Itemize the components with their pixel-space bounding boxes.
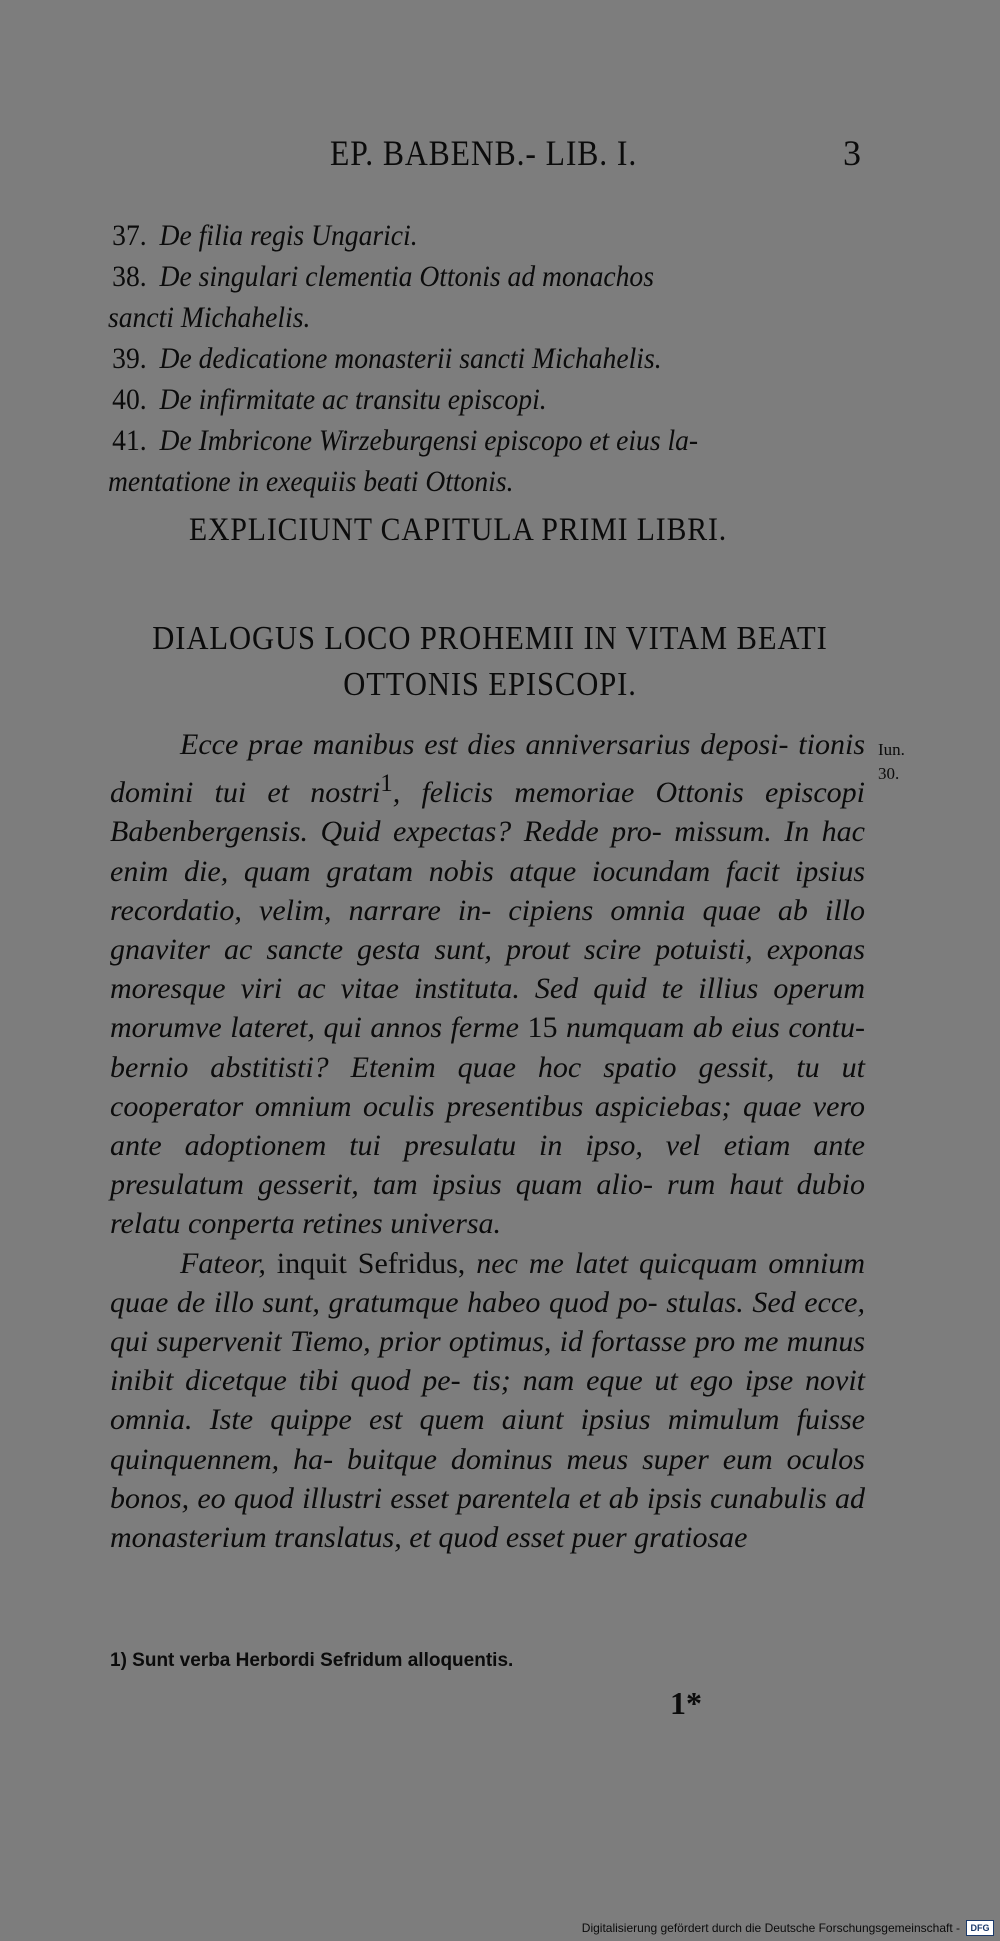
section-title	[148, 616, 832, 708]
toc-entry-text: De infirmitate ac transitu episcopi.	[159, 383, 547, 416]
dfg-logo-icon: DFG	[966, 1920, 994, 1936]
numeral: 15	[527, 1011, 558, 1045]
paragraph	[110, 725, 865, 1244]
signature-mark: 1*	[670, 1685, 702, 1721]
toc-entry-text-continued: mentatione in exequiis beati Ottonis.	[108, 465, 514, 498]
margin-note-day: 30.	[878, 764, 900, 783]
digitization-credit-text: Digitalisierung gefördert durch die Deutsche Forschungsgemeinschaft -	[581, 1921, 960, 1935]
body-text	[110, 725, 865, 1557]
paragraph	[110, 1244, 865, 1558]
toc-entry	[108, 379, 807, 420]
text-run: numquam ab eius contu- bernio abstitisti? Etenim quae hoc spatio gessit, tu ut cooperator omnium oculis presentibus aspiciebas; quae vero ante adoptionem tui presulatu in ipso, vel etiam ante presulatum gesserit, tam ipsius quam alio- rum haut dubio relatu conperta retines universa.	[110, 1011, 865, 1241]
text-run: nec me latet quicquam omnium quae de illo sunt, gratumque habeo quod po- stulas. Sed ecce, qui supervenit Tiemo, prior optimus, id fortasse pro me munus inibit dicetque tibi quod pe- tis; nam eque ut ego ipse novit omnia. Iste quippe est quem aiunt ipsius mimulum fuisse quinquennem, ha- buitque dominus meus super eum oculos bonos, eo quod illustri esset parentela et ab ipsis cunabulis ad monasterium translatus, et quod esset puer gratiosae	[110, 1246, 865, 1555]
toc-explicit: EXPLICIUNT CAPITULA PRIMI LIBRI.	[189, 512, 728, 548]
section-title-line: OTTONIS EPISCOPI.	[343, 666, 637, 703]
toc-entry	[108, 338, 807, 379]
digitization-credit	[582, 1917, 994, 1939]
table-of-contents	[108, 215, 868, 552]
running-title: EP. BABENB.- LIB. I.	[330, 133, 638, 173]
page-header	[0, 132, 1000, 182]
text-run: , felicis memoriae Ottonis episcopi Babenbergensis. Quid expectas? Redde pro- missum. In hac enim die, quam gratam nobis atque iocundam facit ipsius recordatio, velim, narrare in- cipiens omnia quae ab illo gnaviter ac sancte gesta sunt, prout scire potuisti, exponas moresque viri ac vitae instituta. Sed quid te illius operum morumve lateret, qui annos ferme	[110, 776, 865, 1045]
section-title-line: DIALOGUS LOCO PROHEMII IN VITAM BEATI	[152, 620, 828, 657]
toc-entry	[108, 256, 807, 338]
toc-entry-number: 41.	[112, 424, 147, 457]
text-run: Ecce prae manibus est dies anniversarius deposi- tionis domini tui et nostri	[110, 728, 865, 810]
toc-entry-text: De Imbricone Wirzeburgensi episcopo et eius la-	[159, 424, 699, 457]
toc-entry-text: De filia regis Ungarici.	[159, 219, 418, 252]
toc-entry	[108, 420, 807, 502]
toc-entry-number: 37.	[112, 219, 147, 252]
toc-entry-number: 39.	[112, 342, 147, 375]
toc-entry-text-continued: sancti Michahelis.	[108, 301, 311, 334]
text-run: Fateor,	[180, 1246, 277, 1280]
toc-entry-number: 40.	[112, 383, 147, 416]
toc-entry	[108, 215, 807, 256]
margin-note-month: Iun.	[878, 740, 905, 759]
footnote-ref: 1	[380, 770, 393, 798]
page-number: 3	[843, 133, 861, 173]
toc-entry-text: De dedicatione monasterii sancti Michahelis.	[159, 342, 662, 375]
toc-entry-number: 38.	[112, 260, 147, 293]
text-run-upright: inquit Sefridus,	[276, 1246, 466, 1280]
toc-entry-text: De singulari clementia Ottonis ad monachos	[159, 260, 654, 293]
footnote: 1) Sunt verba Herbordi Sefridum alloquentis.	[110, 1650, 514, 1671]
